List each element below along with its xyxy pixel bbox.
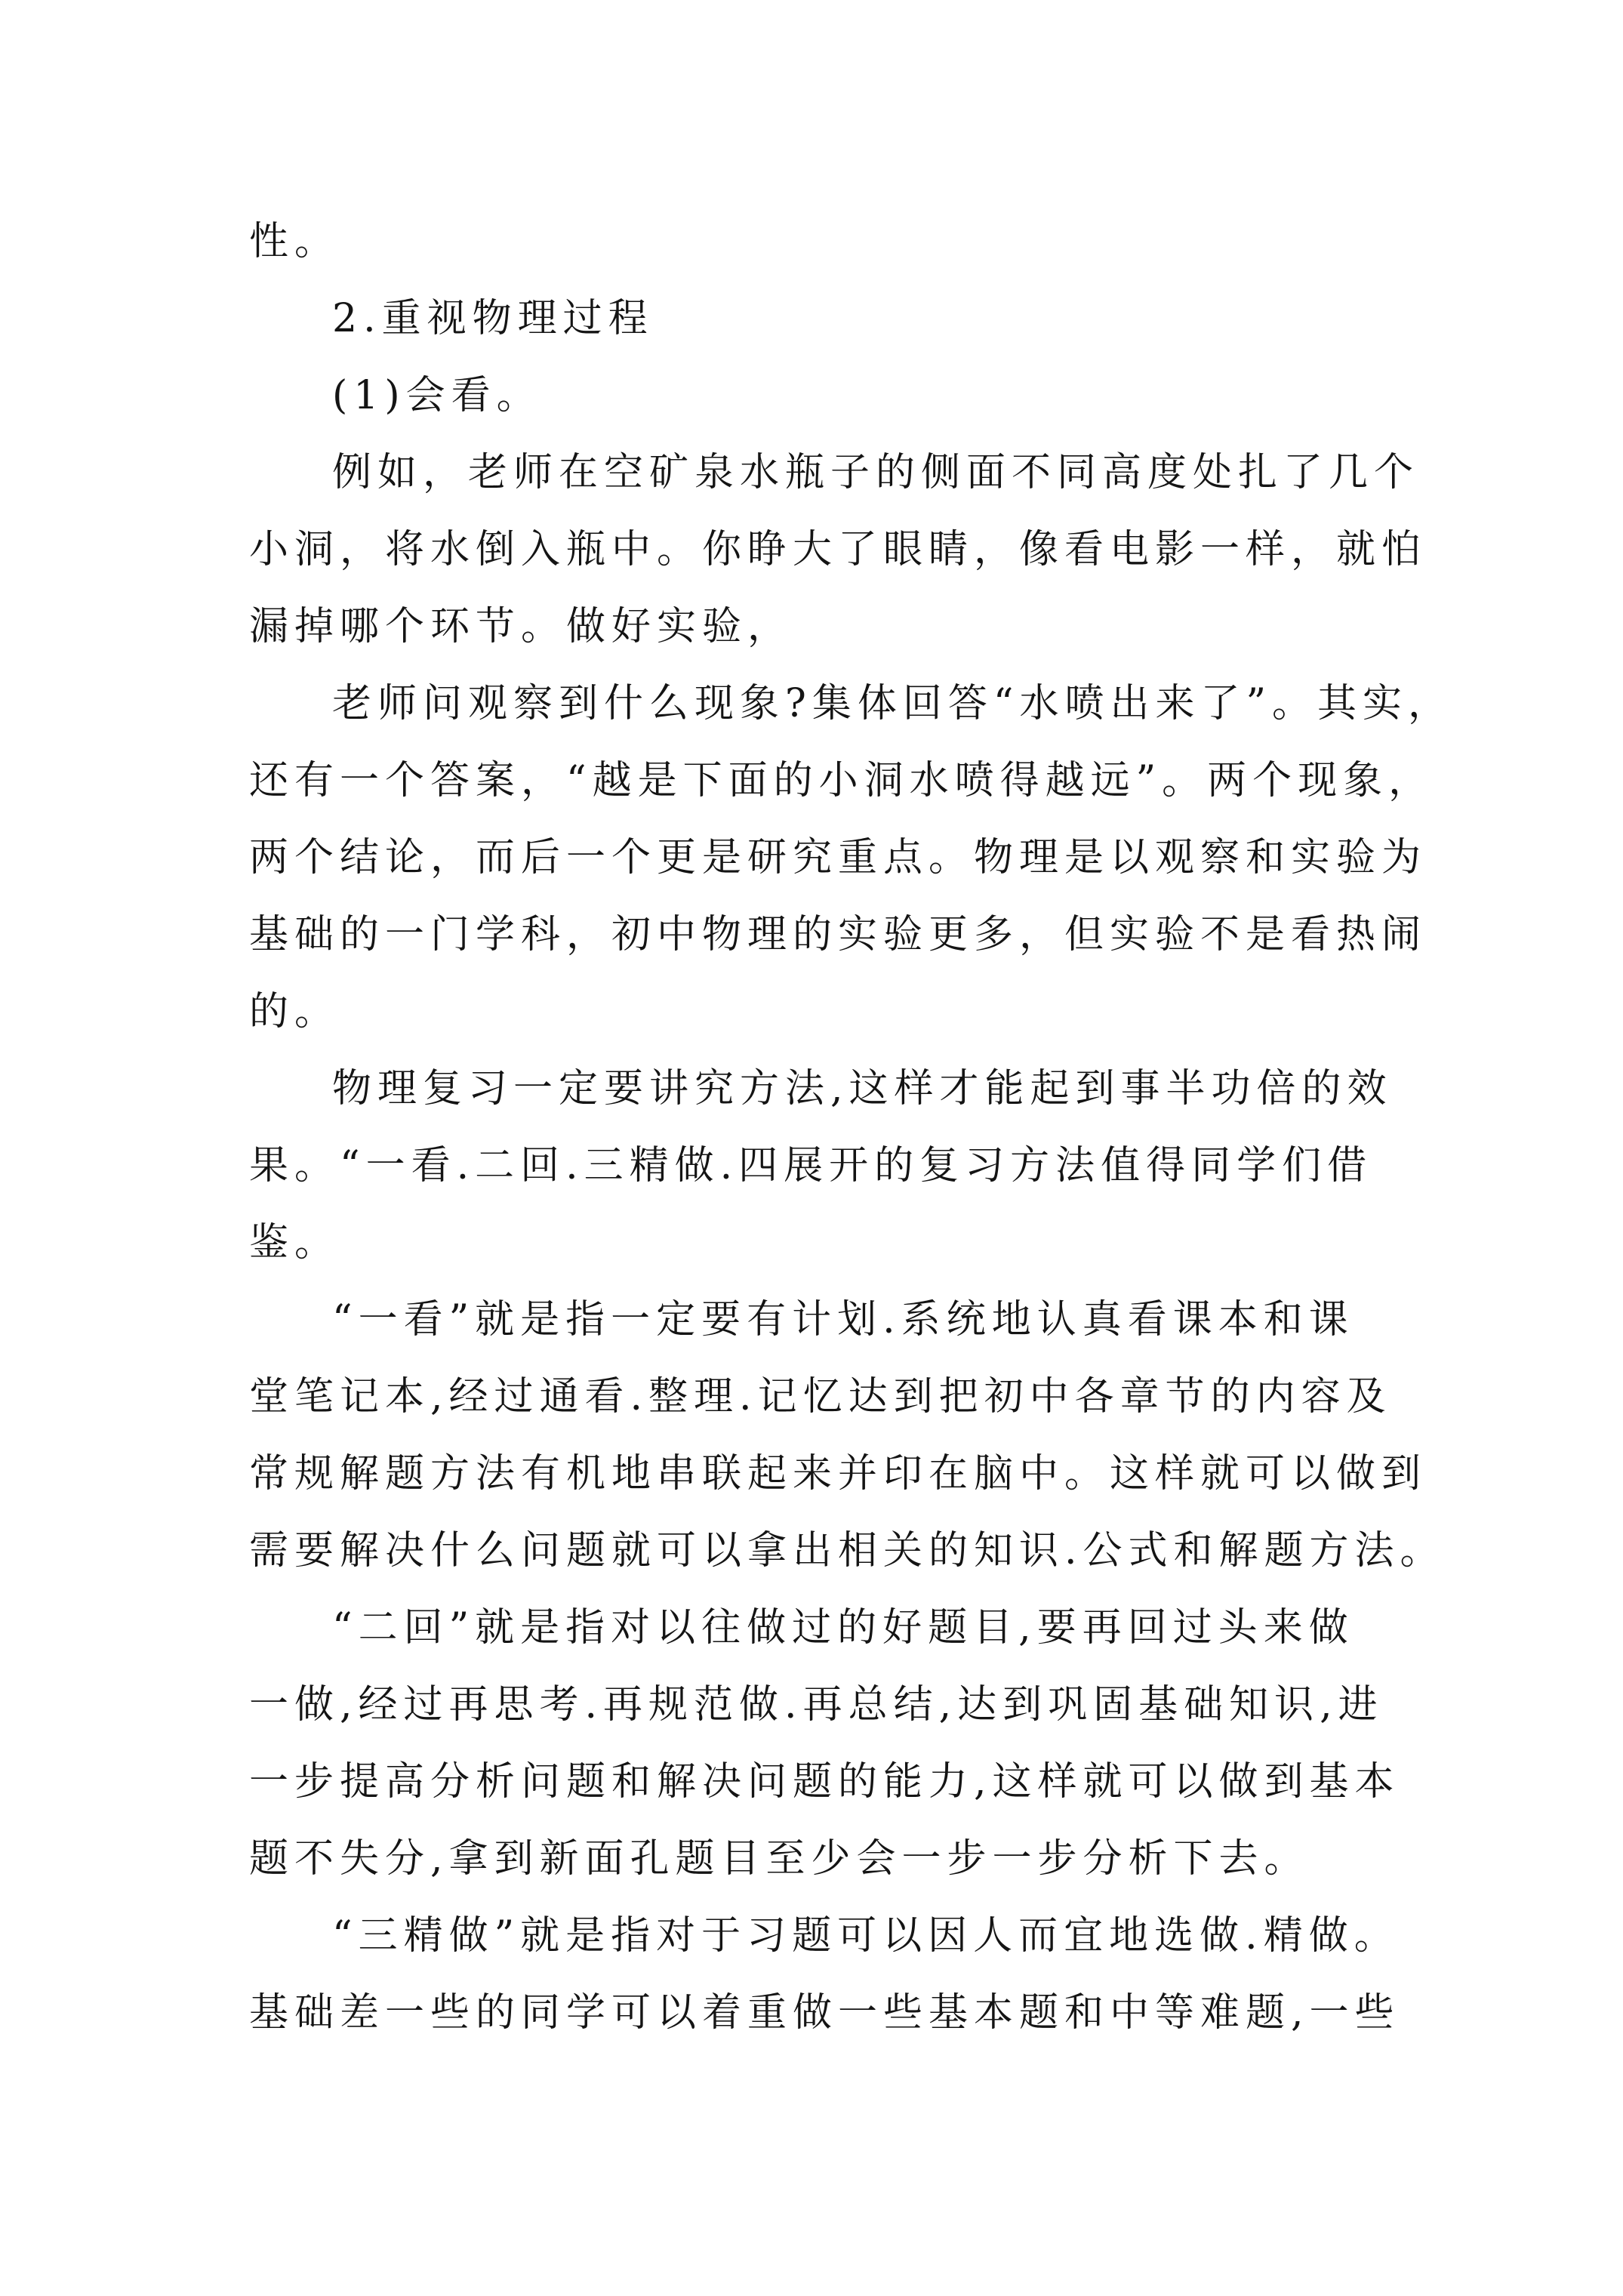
text-line: “二回”就是指对以往做过的好题目,要再回过头来做 xyxy=(332,1605,1354,1650)
text-line: 两个结论，而后一个更是研究重点。物理是以观察和实验为 xyxy=(249,835,1427,880)
text-line: 老师问观察到什么现象?集体回答“水喷出来了”。其实， xyxy=(332,681,1454,726)
text-line: 漏掉哪个环节。做好实验， xyxy=(249,604,793,649)
text-line: 的。 xyxy=(249,989,340,1034)
text-line: 需要解决什么问题就可以拿出相关的知识.公式和解题方法。 xyxy=(249,1528,1446,1573)
text-line: 果。“一看.二回.三精做.四展开的复习方法值得同学们借 xyxy=(249,1143,1373,1188)
text-line: 还有一个答案，“越是下面的小洞水喷得越远”。两个现象， xyxy=(249,758,1434,803)
subsection-heading: (1)会看。 xyxy=(332,373,542,418)
text-line: 一步提高分析问题和解决问题的能力,这样就可以做到基本 xyxy=(249,1759,1400,1804)
text-line: 小洞，将水倒入瓶中。你睁大了眼睛，像看电影一样，就怕 xyxy=(249,527,1427,572)
text-line: 物理复习一定要讲究方法,这样才能起到事半功倍的效 xyxy=(332,1066,1393,1111)
text-line: 常规解题方法有机地串联起来并印在脑中。这样就可以做到 xyxy=(249,1451,1427,1496)
section-heading: 2.重视物理过程 xyxy=(332,296,654,341)
text-line: 堂笔记本,经过通看.整理.记忆达到把初中各章节的内容及 xyxy=(249,1374,1392,1419)
text-line: 题不失分,拿到新面孔题目至少会一步一步分析下去。 xyxy=(249,1836,1310,1881)
text-line: “三精做”就是指对于习题可以因人而宜地选做.精做。 xyxy=(332,1913,1400,1959)
text-line: 鉴。 xyxy=(249,1220,340,1265)
text-line: 基础的一门学科，初中物理的实验更多，但实验不是看热闹 xyxy=(249,912,1427,957)
text-line: 一做,经过再思考.再规范做.再总结,达到巩固基础知识,进 xyxy=(249,1682,1384,1727)
text-line: 基础差一些的同学可以着重做一些基本题和中等难题,一些 xyxy=(249,1990,1400,2036)
text-line: “一看”就是指一定要有计划.系统地认真看课本和课 xyxy=(332,1297,1354,1342)
text-line: 例如，老师在空矿泉水瓶子的侧面不同高度处扎了几个 xyxy=(332,450,1420,495)
text-line: 性。 xyxy=(249,219,340,264)
